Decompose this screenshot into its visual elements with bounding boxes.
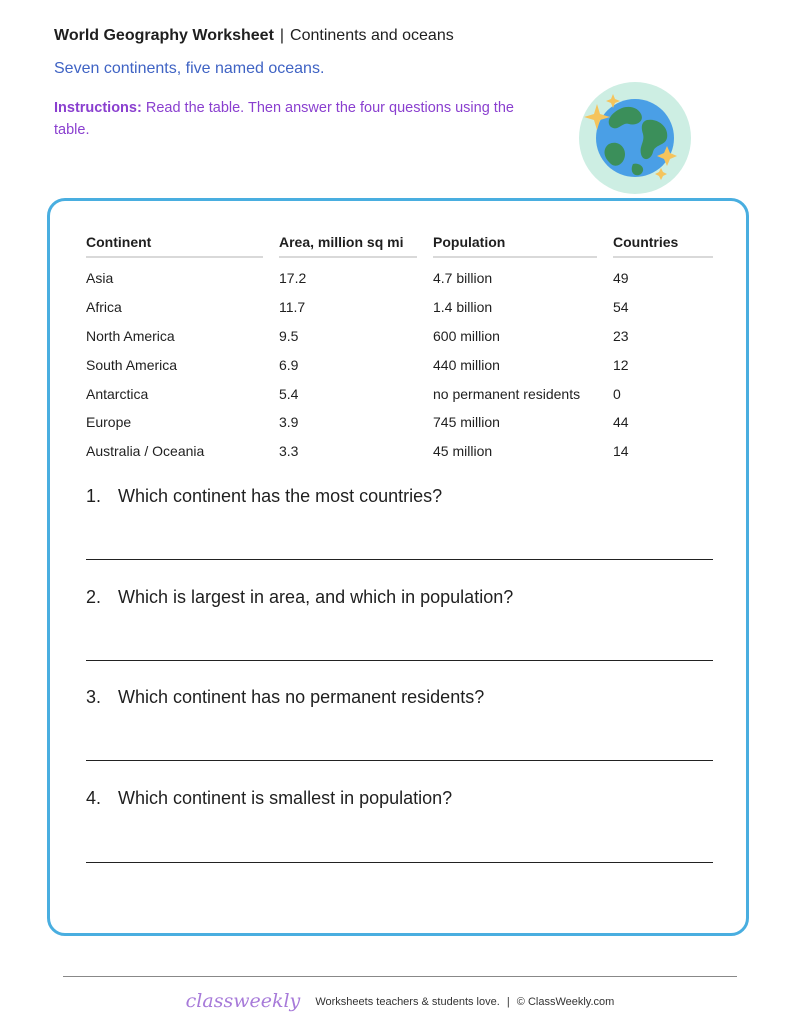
worksheet-subtitle: Seven continents, five named oceans. [54,60,325,77]
question-text: Which continent has no permanent residents? [118,687,485,707]
table-row [86,408,713,437]
question-text: Which is largest in area, and which in population? [118,587,514,607]
table-row [86,322,713,351]
table-header-row [86,234,713,264]
cell-countries: 54 [613,299,629,316]
question-1 [86,486,442,507]
cell-population: no permanent residents [433,385,581,402]
footer-tagline: Worksheets teachers & students love. [315,996,500,1008]
cell-area: 5.4 [279,385,299,402]
question-number: 3. [86,687,102,707]
question-text: Which continent has the most countries? [118,486,443,506]
cell-continent: Asia [86,270,114,287]
table-row [86,350,713,379]
cell-continent: Australia / Oceania [86,443,205,460]
cell-population: 1.4 billion [433,299,493,316]
column-header-area: Area, million sq mi [279,234,433,264]
instructions-lead: Instructions: [54,100,142,116]
cell-countries: 44 [613,414,629,431]
answer-line-1[interactable] [86,559,713,560]
table-row [86,379,713,408]
table-row [86,264,713,293]
footer-divider [63,976,737,977]
answer-line-4[interactable] [86,862,713,863]
cell-continent: Europe [86,414,132,431]
column-header-countries: Countries [613,234,713,264]
continents-table [86,234,713,466]
question-2 [86,587,513,608]
worksheet-topic: Continents and oceans [290,27,454,44]
cell-area: 17.2 [279,270,307,287]
cell-population: 440 million [433,356,500,373]
column-header-population: Population [433,234,613,264]
column-header-continent: Continent [86,234,279,264]
cell-continent: South America [86,356,178,373]
cell-area: 6.9 [279,356,299,373]
question-number: 1. [86,486,102,506]
instructions [54,97,534,141]
answer-line-3[interactable] [86,760,713,761]
question-text: Which continent is smallest in population? [118,788,453,808]
table-row [86,293,713,322]
question-3 [86,687,484,708]
cell-population: 4.7 billion [433,270,493,287]
cell-countries: 14 [613,443,629,460]
cell-area: 3.9 [279,414,299,431]
cell-area: 9.5 [279,327,299,344]
instructions-text: Read the table. Then answer the four questions using the table. [54,100,514,138]
cell-continent: Africa [86,299,122,316]
answer-line-2[interactable] [86,660,713,661]
footer [0,990,800,1012]
globe-icon [575,82,695,194]
question-4 [86,788,452,809]
worksheet-name: World Geography Worksheet [54,27,274,44]
cell-population: 45 million [433,443,493,460]
table-row [86,437,713,466]
cell-countries: 23 [613,327,629,344]
question-number: 4. [86,788,102,808]
cell-countries: 0 [613,385,621,402]
question-number: 2. [86,587,102,607]
worksheet-title [54,27,454,45]
footer-copyright: © ClassWeekly.com [516,996,615,1008]
cell-continent: Antarctica [86,385,149,402]
cell-population: 600 million [433,327,500,344]
cell-area: 11.7 [279,299,306,316]
cell-area: 3.3 [279,443,299,460]
title-separator: | [279,27,285,44]
cell-countries: 12 [613,356,629,373]
brand-logo: classweekly [185,990,301,1012]
cell-population: 745 million [433,414,500,431]
cell-countries: 49 [613,270,629,287]
footer-divider-glyph: | [506,996,510,1008]
cell-continent: North America [86,327,175,344]
